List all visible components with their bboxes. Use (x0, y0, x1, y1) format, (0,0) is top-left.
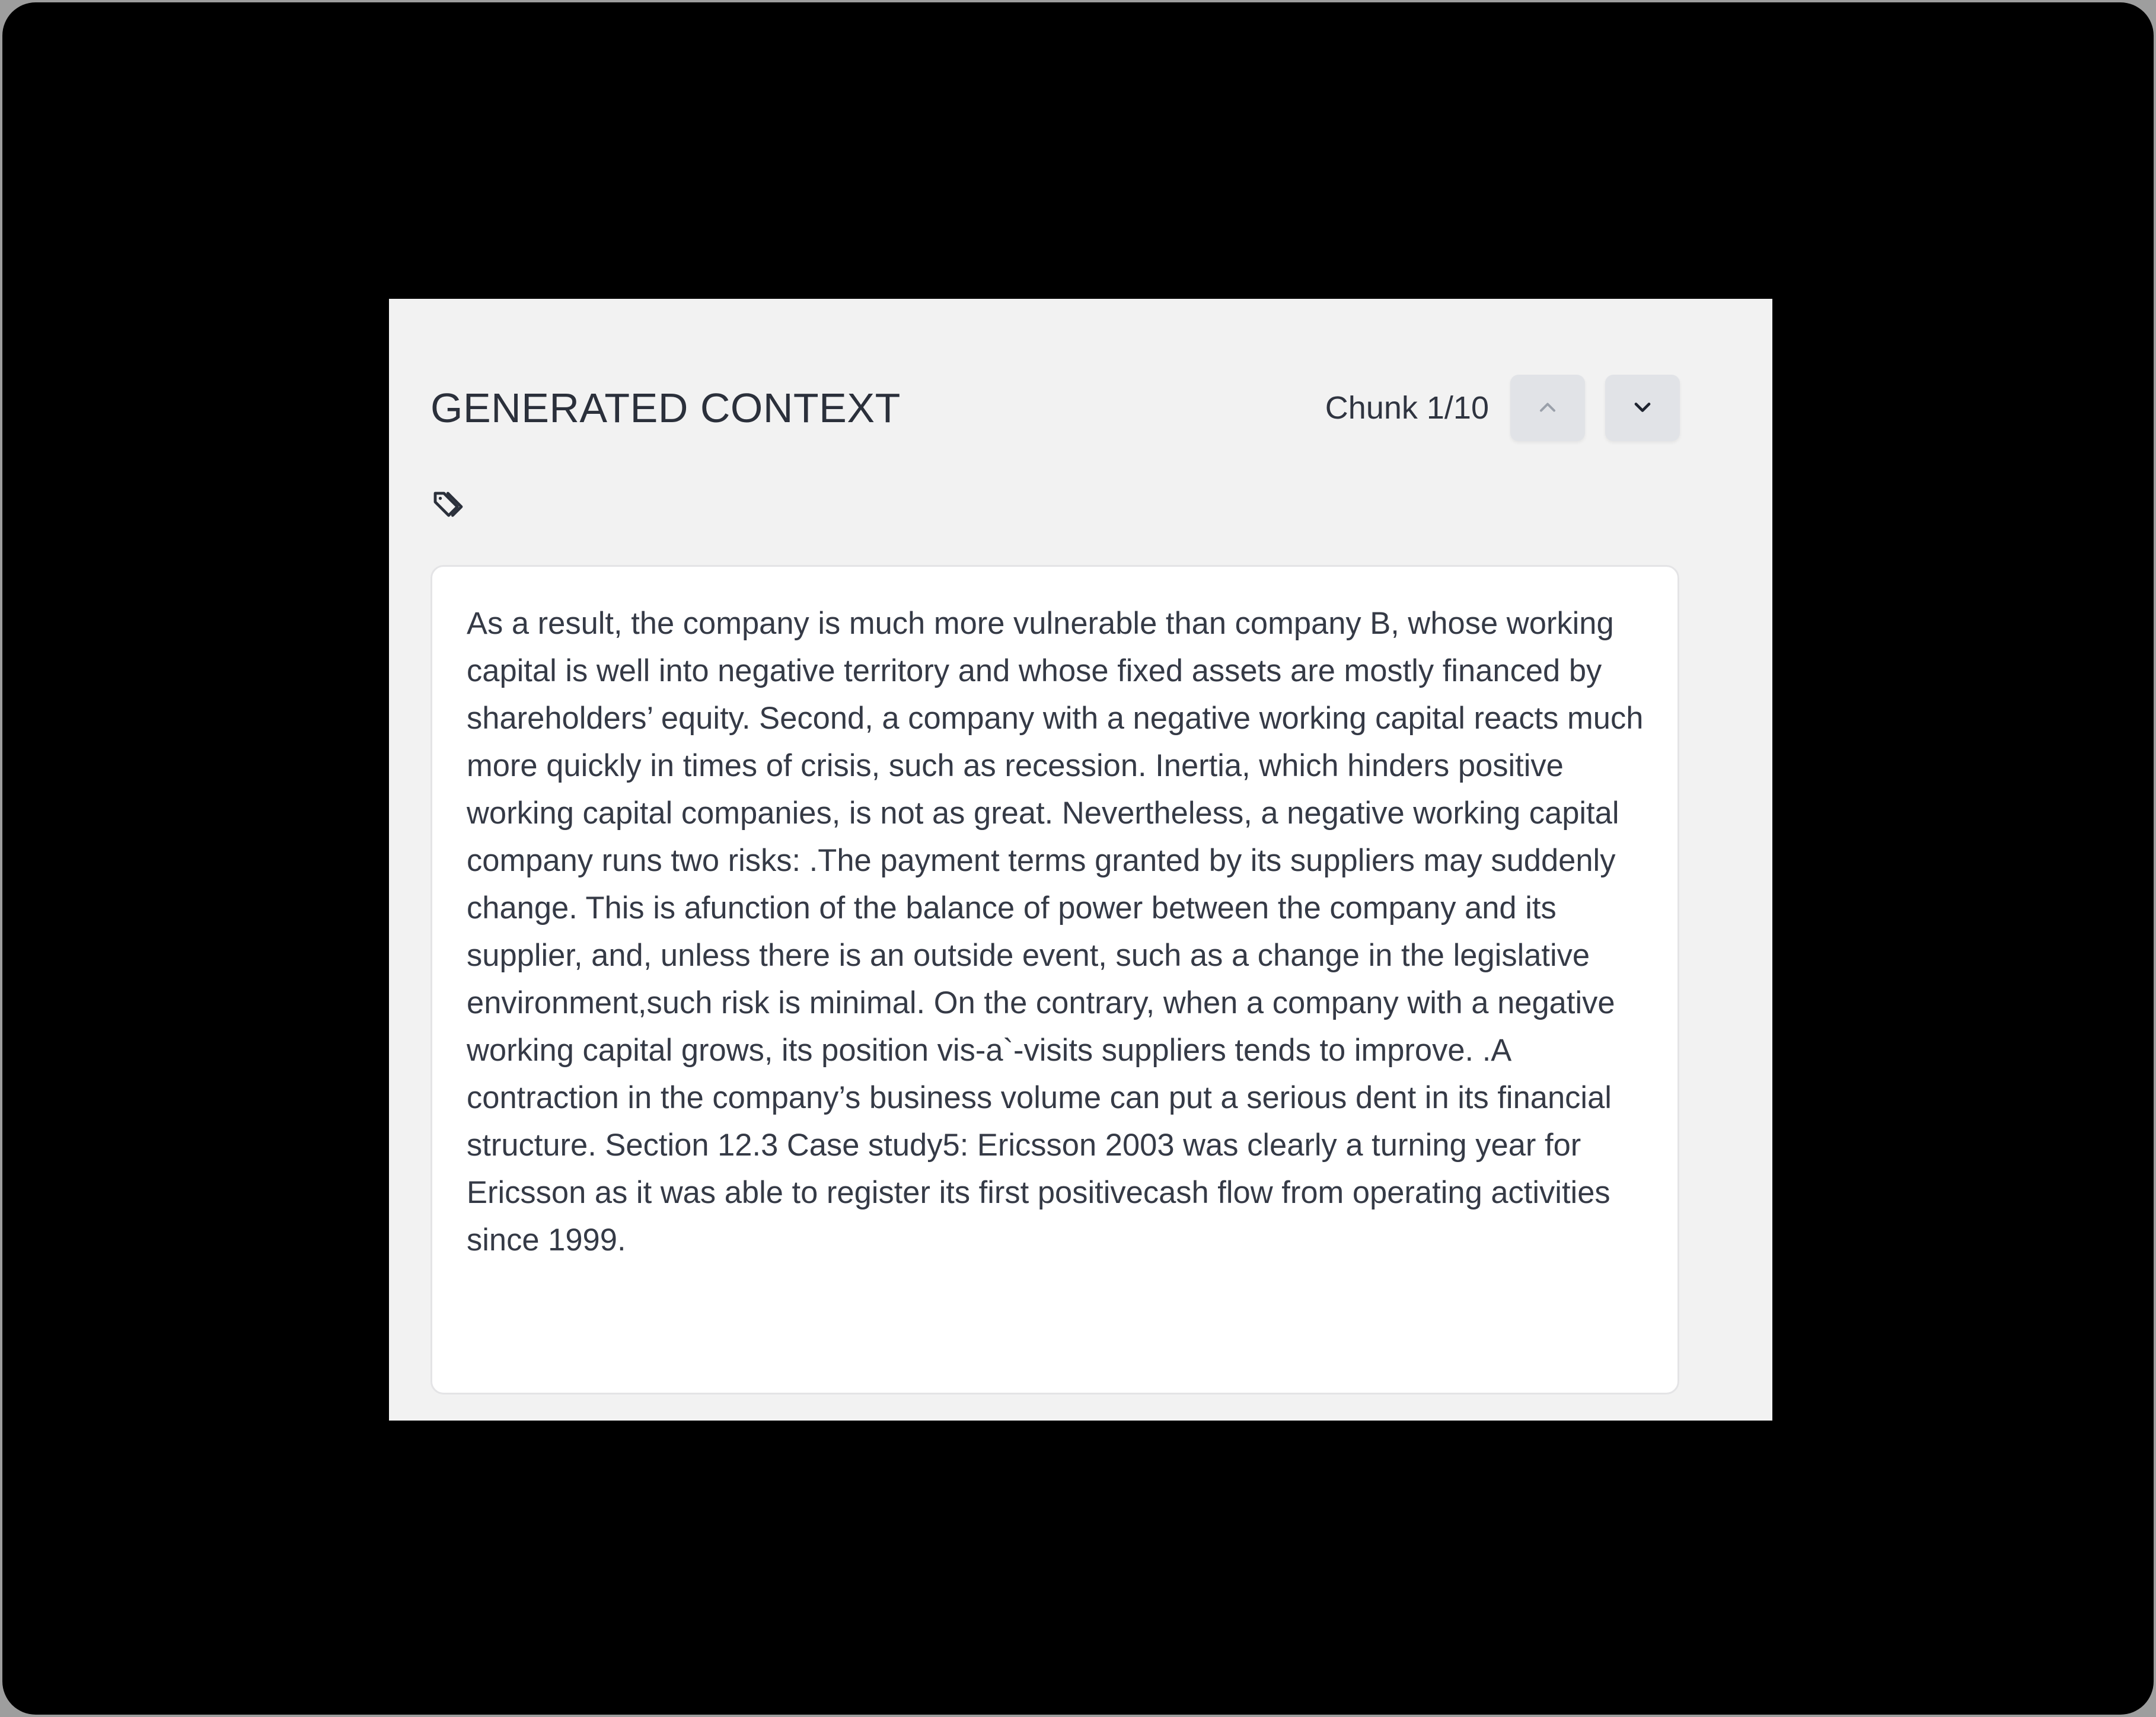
chunk-indicator: Chunk 1/10 (1325, 390, 1489, 426)
tags-icon[interactable] (430, 486, 468, 527)
tags-row (430, 483, 468, 530)
screen-frame (2, 2, 2154, 1715)
panel-header (430, 375, 1680, 441)
chevron-down-icon (1629, 394, 1656, 422)
next-chunk-button[interactable] (1605, 375, 1680, 441)
chevron-up-icon (1535, 394, 1561, 422)
chunk-navigation (1325, 375, 1680, 441)
previous-chunk-button[interactable] (1510, 375, 1585, 441)
generated-context-panel (389, 299, 1772, 1421)
context-chunk-card (430, 565, 1679, 1394)
panel-title: GENERATED CONTEXT (430, 385, 901, 431)
context-chunk-text: As a result, the company is much more vulnerable than company B, whose working capital is well into negative territory and whose fixed assets are mostly financed by shareholders’ equity. Second, a company with a negative working capital reacts much more quickly in times of crisis, such as recession. Inertia, which hinders positive working capital companies, is not as great. Nevertheless, a negative working capital company runs two risks: .The payment terms granted by its suppliers may suddenly change. This is afunction of the balance of power between the company and its supplier, and, unless there is an outside event, such as a change in the legislative environment,such risk is minimal. On the contrary, when a company with a negative working capital grows, its position vis-a`-visits suppliers tends to improve. .A contraction in the company’s business volume can put a serious dent in its financial structure. Section 12.3 Case study5: Ericsson 2003 was clearly a turning year for Ericsson as it was able to register its first positivecash flow from operating activities since 1999. (467, 606, 1644, 1258)
